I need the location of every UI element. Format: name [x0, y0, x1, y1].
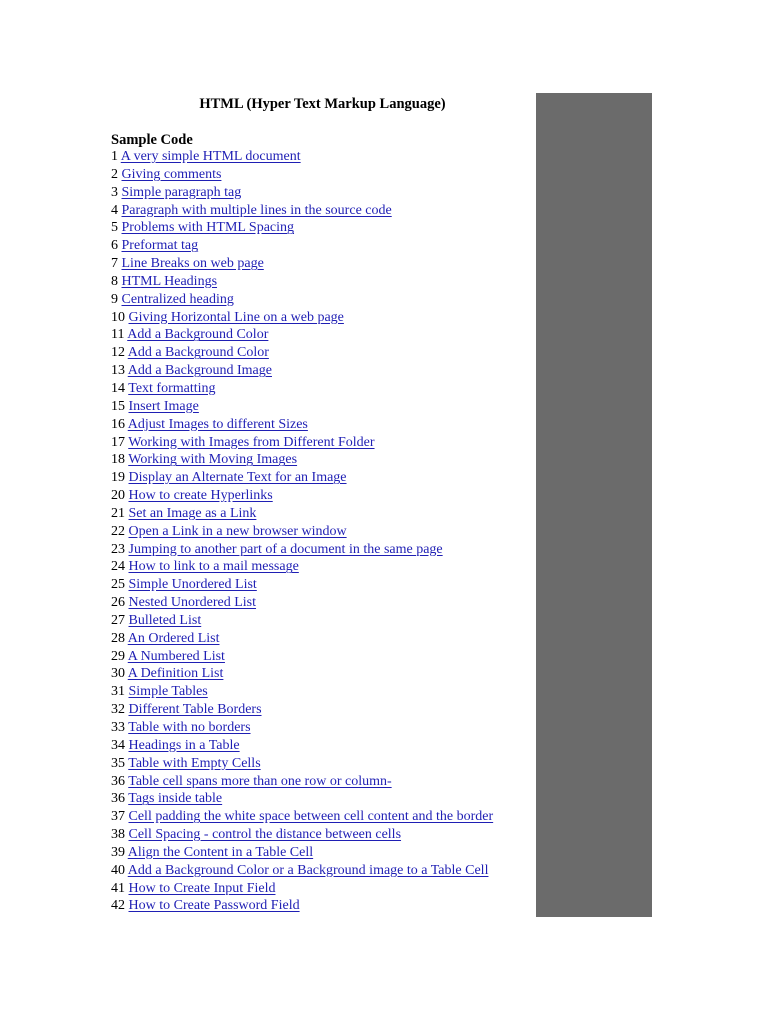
item-number: 10	[111, 309, 125, 325]
list-item	[111, 844, 493, 862]
list-item	[111, 808, 493, 826]
item-number: 3	[111, 184, 118, 200]
list-item	[111, 719, 493, 737]
list-item	[111, 523, 493, 541]
item-link[interactable]: Text formatting	[128, 380, 216, 396]
item-link[interactable]: Line Breaks on web page	[121, 256, 264, 272]
item-number: 11	[111, 327, 125, 343]
item-number: 5	[111, 220, 118, 236]
list-item	[111, 362, 493, 380]
item-number: 22	[111, 523, 125, 539]
item-link[interactable]: An Ordered List	[127, 630, 220, 646]
list-item	[111, 880, 493, 898]
list-item	[111, 558, 493, 576]
list-item	[111, 576, 493, 594]
list-item	[111, 862, 493, 880]
item-link[interactable]: Giving Horizontal Line on a web page	[128, 309, 344, 325]
item-number: 23	[111, 541, 125, 557]
item-number: 28	[111, 630, 125, 646]
item-number: 17	[111, 434, 125, 450]
item-number: 36	[111, 791, 125, 807]
list-item	[111, 469, 493, 487]
item-link[interactable]: Table with no borders	[128, 720, 251, 735]
item-link[interactable]: Add a Background Color	[127, 345, 269, 361]
item-number: 25	[111, 577, 125, 593]
item-number: 20	[111, 488, 125, 504]
item-link[interactable]: Cell Spacing - control the distance between cells	[128, 827, 402, 843]
item-link[interactable]: Working with Images from Different Folder	[128, 434, 375, 450]
list-item	[111, 273, 493, 291]
item-number: 37	[111, 809, 125, 825]
item-number: 29	[111, 648, 125, 664]
list-item	[111, 665, 493, 683]
list-item	[111, 380, 493, 398]
item-number: 30	[111, 666, 125, 682]
item-link[interactable]: Giving comments	[121, 166, 222, 182]
list-item	[111, 701, 493, 719]
list-item	[111, 487, 493, 505]
item-number: 41	[111, 880, 125, 896]
item-number: 7	[111, 256, 118, 272]
item-number: 4	[111, 202, 118, 218]
item-link[interactable]: Nested Unordered List	[128, 595, 257, 611]
list-item	[111, 773, 493, 791]
item-number: 42	[111, 898, 125, 914]
item-number: 13	[111, 363, 125, 379]
gray-side-panel	[536, 93, 652, 917]
item-number: 40	[111, 862, 125, 878]
item-number: 27	[111, 612, 125, 628]
item-link[interactable]: How to Create Input Field	[128, 880, 276, 896]
item-link[interactable]: Tags inside table	[128, 791, 223, 807]
list-item	[111, 594, 493, 612]
item-number: 2	[111, 166, 118, 182]
list-item	[111, 826, 493, 844]
item-link[interactable]: Simple paragraph tag	[121, 184, 242, 200]
list-item	[111, 790, 493, 808]
list-item	[111, 612, 493, 630]
item-link[interactable]: How to link to a mail message	[128, 559, 299, 575]
list-item	[111, 505, 493, 523]
item-link[interactable]: Set an Image as a Link	[128, 505, 257, 521]
list-item	[111, 541, 493, 559]
item-number: 12	[111, 345, 125, 361]
item-link[interactable]: Problems with HTML Spacing	[121, 220, 295, 236]
item-link[interactable]: Cell padding the white space between cell content and the border	[128, 809, 494, 825]
item-link[interactable]: Preformat tag	[121, 238, 199, 254]
section-heading: Sample Code	[111, 132, 193, 148]
list-item	[111, 344, 493, 362]
list-item	[111, 683, 493, 701]
list-item	[111, 202, 493, 220]
item-link[interactable]: Add a Background Color	[127, 327, 269, 343]
item-link[interactable]: A Numbered List	[127, 648, 225, 664]
sample-code-list	[111, 148, 493, 915]
item-number: 38	[111, 827, 125, 843]
item-link[interactable]: Different Table Borders	[128, 702, 262, 718]
item-link[interactable]: Adjust Images to different Sizes	[127, 416, 308, 432]
item-link[interactable]: Add a Background Image	[127, 363, 272, 379]
item-number: 35	[111, 755, 125, 771]
item-number: 21	[111, 505, 125, 521]
item-link[interactable]: Table with Empty Cells	[128, 755, 261, 771]
item-number: 18	[111, 452, 125, 468]
list-item	[111, 416, 493, 434]
item-link[interactable]: Open a Link in a new browser window	[128, 523, 347, 539]
list-item	[111, 897, 493, 915]
list-item	[111, 237, 493, 255]
item-number: 15	[111, 398, 125, 414]
item-number: 16	[111, 416, 125, 432]
list-item	[111, 219, 493, 237]
item-link[interactable]: Paragraph with multiple lines in the source code	[121, 202, 392, 218]
list-item	[111, 648, 493, 666]
list-item	[111, 309, 493, 327]
item-number: 6	[111, 238, 118, 254]
item-link[interactable]: Bulleted List	[128, 612, 202, 628]
item-number: 1	[111, 149, 118, 164]
item-link[interactable]: Display an Alternate Text for an Image	[128, 470, 347, 486]
item-link[interactable]: Jumping to another part of a document in the same page	[128, 541, 443, 557]
item-link[interactable]: Insert Image	[128, 398, 199, 414]
list-item	[111, 148, 493, 166]
list-item	[111, 434, 493, 452]
item-link[interactable]: Headings in a Table	[128, 737, 240, 753]
list-item	[111, 737, 493, 755]
list-item	[111, 255, 493, 273]
item-number: 14	[111, 380, 125, 396]
item-number: 34	[111, 737, 125, 753]
item-link[interactable]: How to create Hyperlinks	[128, 488, 273, 504]
item-link[interactable]: Table cell spans more than one row or column-	[128, 773, 392, 789]
item-link[interactable]: Simple Tables	[128, 684, 208, 700]
item-number: 8	[111, 273, 118, 289]
item-link[interactable]: Working with Moving Images	[128, 452, 298, 468]
item-number: 24	[111, 559, 125, 575]
item-link[interactable]: Add a Background Color or a Background image to a Table Cell	[127, 862, 489, 878]
list-item	[111, 291, 493, 309]
item-number: 31	[111, 684, 125, 700]
page-title: HTML (Hyper Text Markup Language)	[199, 96, 446, 112]
item-number: 32	[111, 702, 125, 718]
list-item	[111, 630, 493, 648]
item-number: 33	[111, 720, 125, 735]
list-item	[111, 184, 493, 202]
item-link[interactable]: Centralized heading	[121, 291, 234, 307]
item-number: 39	[111, 844, 125, 860]
item-number: 19	[111, 470, 125, 486]
item-link[interactable]: HTML Headings	[121, 273, 218, 289]
list-item	[111, 755, 493, 773]
item-link[interactable]: Simple Unordered List	[128, 577, 257, 593]
item-number: 36	[111, 773, 125, 789]
list-item	[111, 166, 493, 184]
list-item	[111, 451, 493, 469]
item-link[interactable]: How to Create Password Field	[128, 898, 300, 914]
item-number: 26	[111, 595, 125, 611]
item-number: 9	[111, 291, 118, 307]
item-link[interactable]: A very simple HTML document	[120, 149, 301, 164]
list-item	[111, 326, 493, 344]
item-link[interactable]: Align the Content in a Table Cell	[127, 844, 314, 860]
list-item	[111, 398, 493, 416]
item-link[interactable]: A Definition List	[127, 666, 224, 682]
